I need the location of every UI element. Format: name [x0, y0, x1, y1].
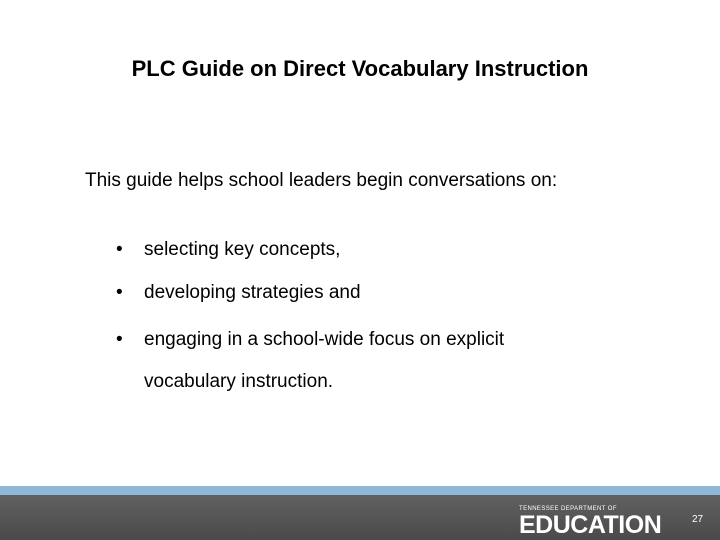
- bullet-list: [116, 233, 584, 412]
- education-logo: [519, 505, 661, 537]
- slide-title: PLC Guide on Direct Vocabulary Instruction: [131, 56, 589, 81]
- bullet-text: developing strategies and: [144, 282, 361, 303]
- slide-number: 27: [692, 514, 704, 525]
- logo-wordmark: EDUCATION: [519, 511, 662, 539]
- bullet-text: selecting key concepts,: [144, 239, 341, 260]
- bullet-item: [116, 276, 584, 310]
- bullet-icon: •: [116, 329, 123, 350]
- footer-stripe: [0, 486, 720, 495]
- bullet-icon: •: [116, 239, 123, 260]
- bullet-text: engaging in a school-wide focus on explicit vocabulary instruction.: [144, 329, 505, 392]
- bullet-item: [116, 233, 584, 267]
- logo-subtitle: TENNESSEE DEPARTMENT OF: [519, 506, 617, 512]
- bullet-item: [116, 319, 584, 403]
- intro-text: This guide helps school leaders begin conversations on:: [85, 170, 558, 191]
- bullet-icon: •: [116, 282, 123, 303]
